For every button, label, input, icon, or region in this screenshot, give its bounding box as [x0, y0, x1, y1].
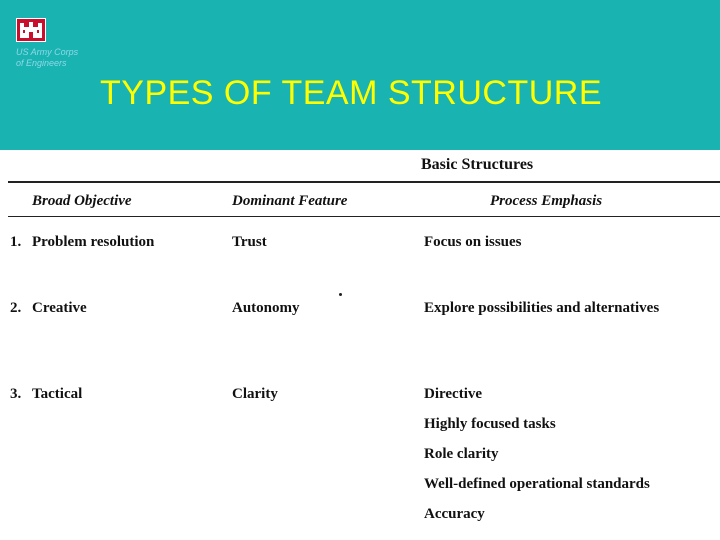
row-number: 3. — [10, 386, 22, 402]
column-header-process-emphasis: Process Emphasis — [490, 193, 603, 209]
castle-logo-icon — [16, 18, 46, 42]
row-emphasis: Focus on issues — [424, 234, 522, 250]
row-emphasis: Highly focused tasks — [424, 416, 556, 432]
stray-dot — [339, 293, 342, 296]
row-emphasis: Well-defined operational standards — [424, 476, 650, 492]
org-line-1: US Army Corps — [16, 47, 79, 57]
row-number: 2. — [10, 300, 22, 316]
slide-title: TYPES OF TEAM STRUCTURE — [100, 74, 603, 112]
row-emphasis: Accuracy — [424, 506, 485, 522]
slide-header — [0, 0, 720, 150]
row-feature: Clarity — [232, 386, 278, 402]
row-emphasis: Explore possibilities and alternatives — [424, 300, 660, 316]
column-header-dominant-feature: Dominant Feature — [232, 193, 348, 209]
row-emphasis: Directive — [424, 386, 483, 402]
row-feature: Autonomy — [232, 300, 300, 316]
organization-name — [16, 47, 106, 69]
table-title: Basic Structures — [421, 156, 534, 173]
row-feature: Trust — [232, 234, 267, 250]
table-header-rule — [8, 216, 720, 217]
row-objective: Problem resolution — [32, 234, 155, 250]
row-objective: Tactical — [32, 386, 83, 402]
row-objective: Creative — [32, 300, 87, 316]
row-emphasis: Role clarity — [424, 446, 499, 462]
table-top-rule — [8, 181, 720, 183]
column-header-broad-objective: Broad Objective — [32, 193, 132, 209]
row-number: 1. — [10, 234, 22, 250]
org-line-2: of Engineers — [16, 58, 67, 68]
